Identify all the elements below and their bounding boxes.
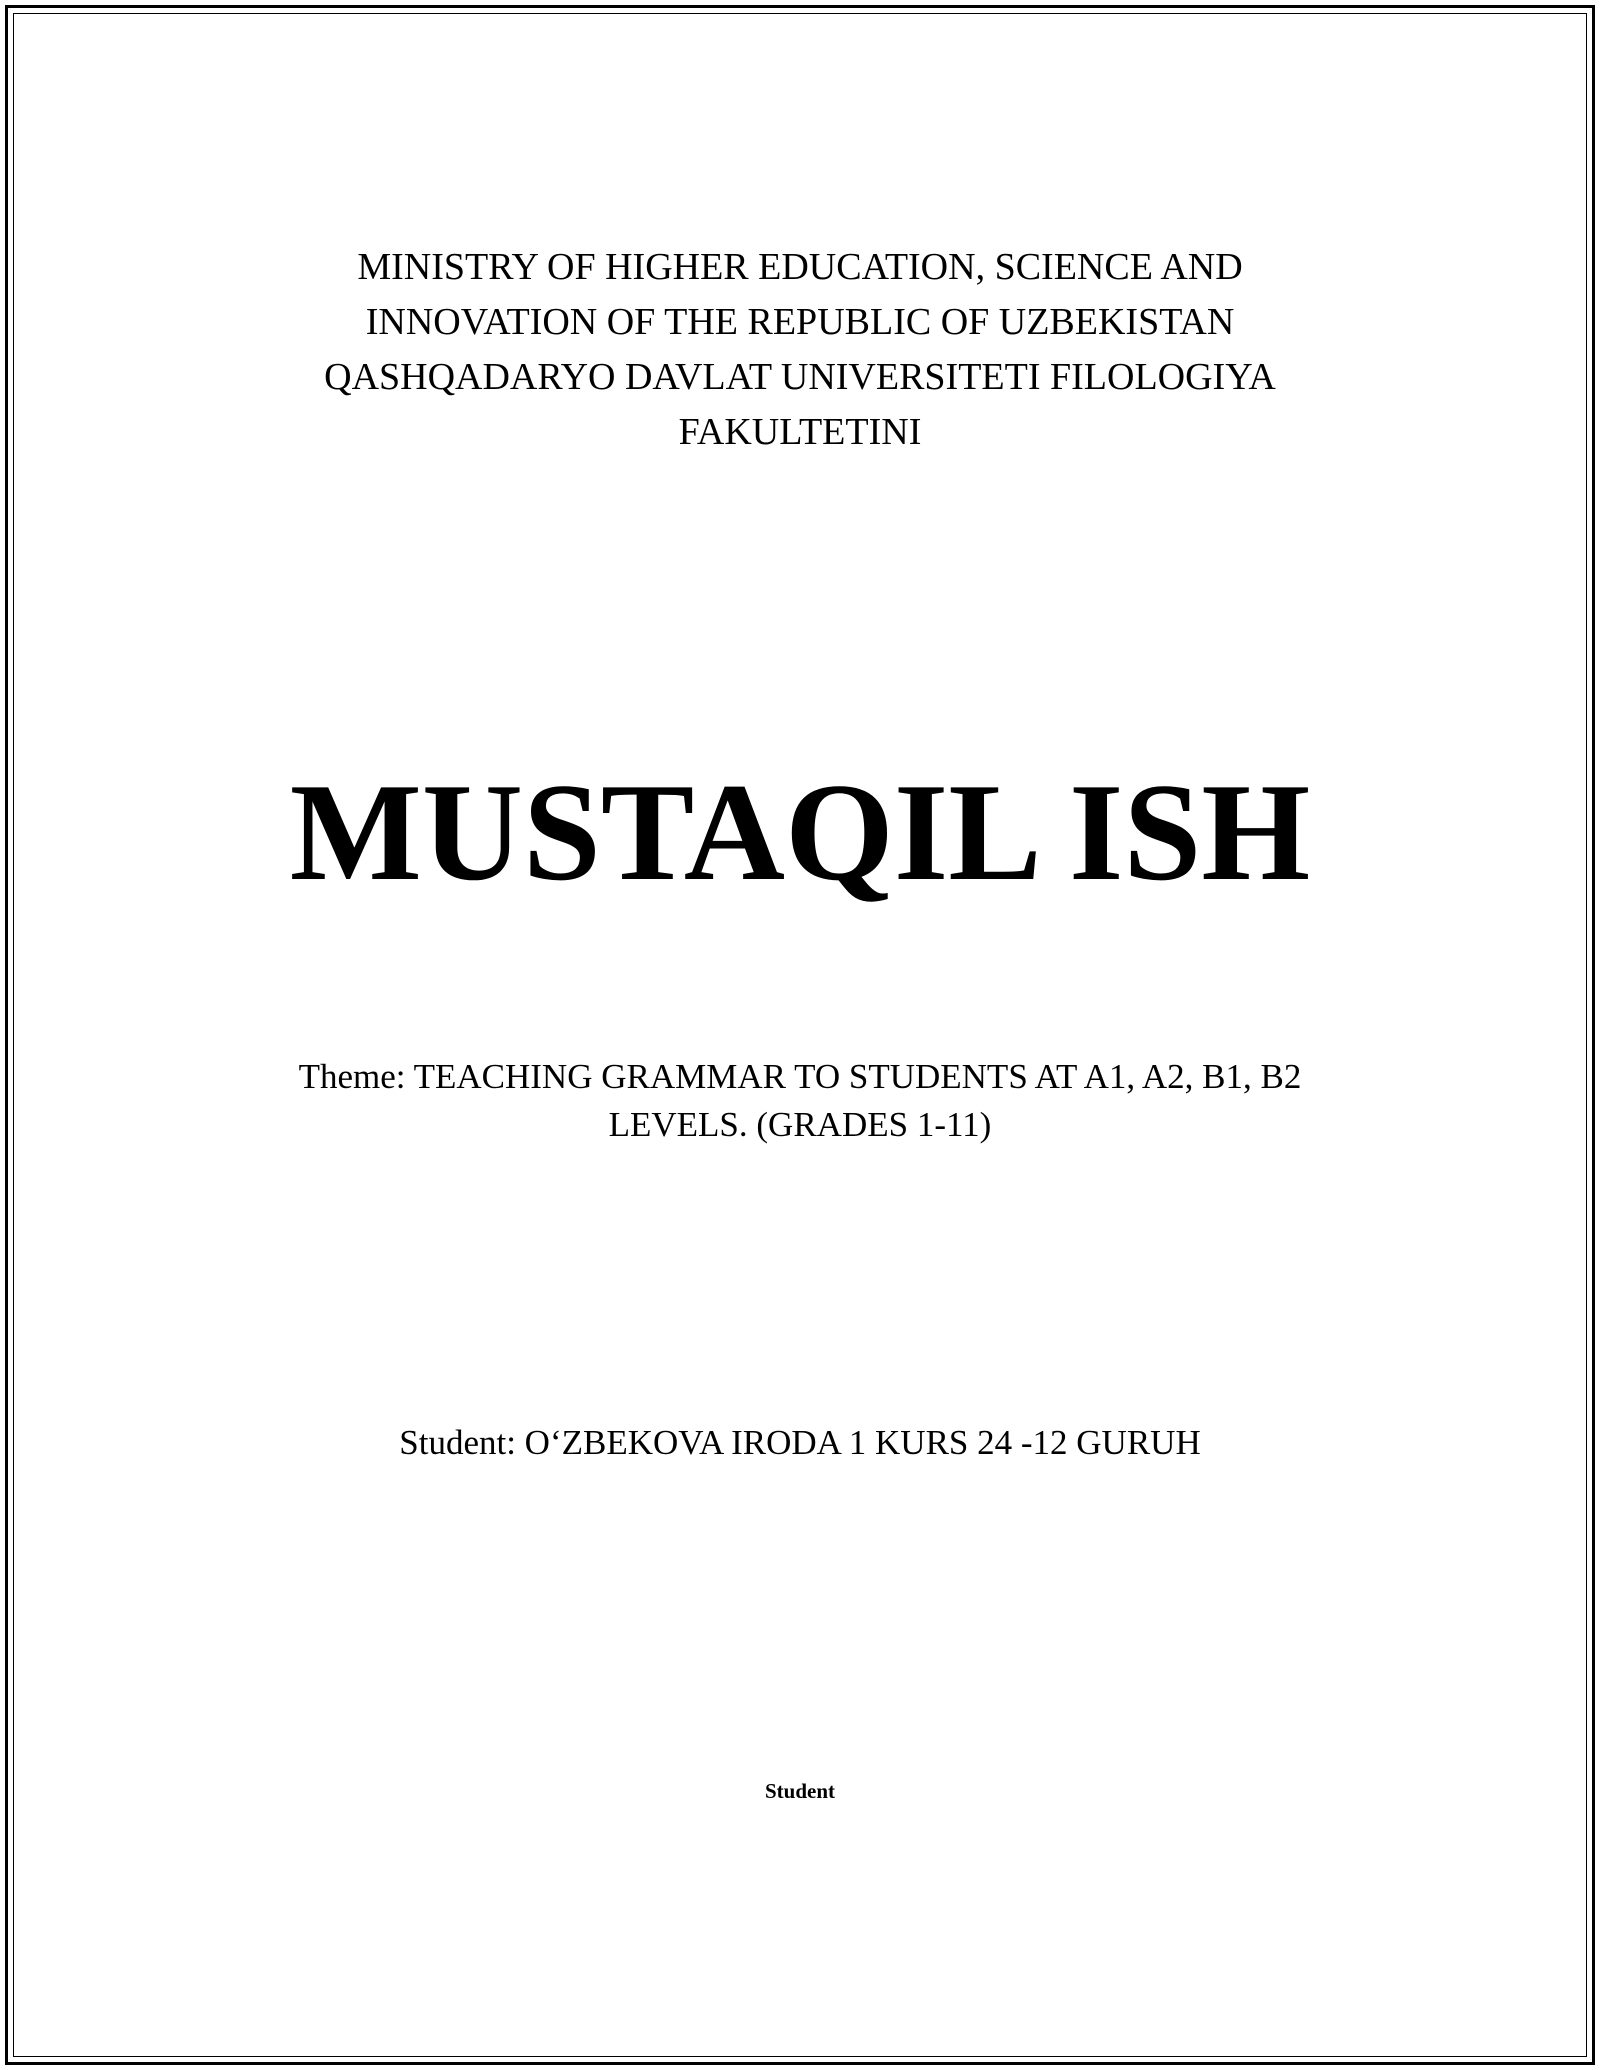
student-label: Student	[764, 1779, 836, 1803]
theme-block	[200, 1053, 1400, 1149]
theme-line: LEVELS. (GRADES 1-11)	[608, 1105, 992, 1144]
student-info: Student: O‘ZBEKOVA IRODA 1 KURS 24 -12 GURUH	[399, 1423, 1201, 1462]
header-line: MINISTRY OF HIGHER EDUCATION, SCIENCE AND	[357, 246, 1243, 288]
institution-header	[250, 240, 1350, 460]
document-title: MUSTAQIL ISH	[289, 755, 1311, 910]
header-line: INNOVATION OF THE REPUBLIC OF UZBEKISTAN	[365, 301, 1235, 343]
theme-line: Theme: TEACHING GRAMMAR TO STUDENTS AT A1, A2, B1, B2	[298, 1057, 1302, 1096]
header-line: FAKULTETINI	[678, 411, 922, 453]
header-line: QASHQADARYO DAVLAT UNIVERSITETI FILOLOGIYA	[324, 356, 1276, 398]
